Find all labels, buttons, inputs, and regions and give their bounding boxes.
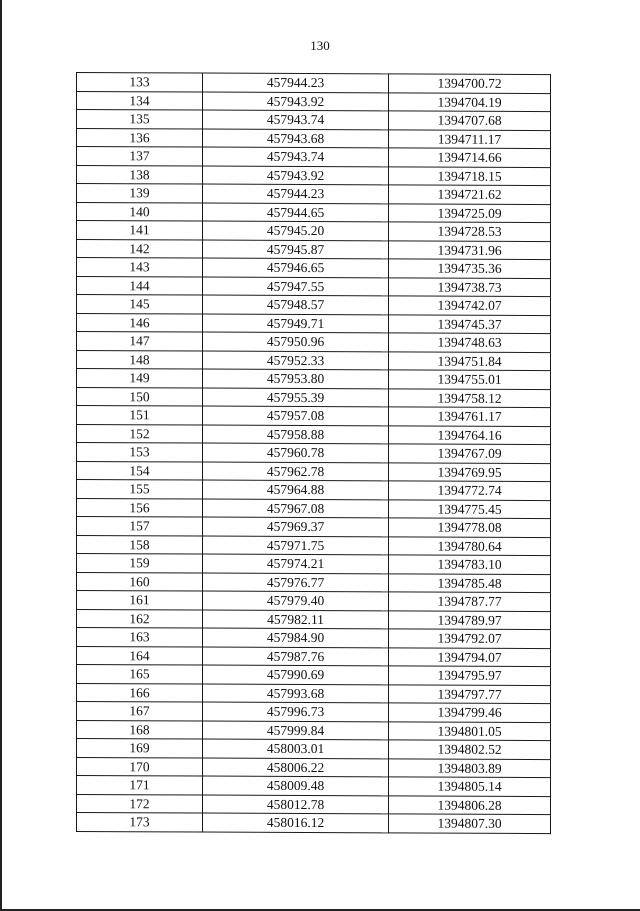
x-coordinate-cell: 458006.22 — [203, 758, 389, 777]
y-coordinate-cell: 1394718.15 — [389, 166, 551, 185]
table-row — [77, 313, 551, 334]
y-coordinate-cell: 1394704.19 — [389, 92, 551, 111]
point-number-cell: 170 — [77, 757, 203, 776]
y-coordinate-cell: 1394721.62 — [389, 185, 551, 204]
point-number-cell: 158 — [77, 535, 203, 554]
point-number-cell: 136 — [77, 128, 203, 147]
table-row — [77, 776, 551, 797]
table-row — [77, 165, 551, 186]
point-number-cell: 169 — [77, 739, 203, 758]
x-coordinate-cell: 457945.87 — [203, 240, 389, 259]
table-row — [77, 202, 551, 223]
x-coordinate-cell: 457987.76 — [203, 647, 389, 666]
table-row — [77, 461, 551, 482]
y-coordinate-cell: 1394797.77 — [389, 684, 551, 703]
y-coordinate-cell: 1394700.72 — [389, 74, 551, 93]
x-coordinate-cell: 457943.68 — [203, 129, 389, 148]
table-row — [77, 73, 551, 94]
y-coordinate-cell: 1394769.95 — [389, 462, 551, 481]
table-row — [77, 258, 551, 279]
x-coordinate-cell: 457953.80 — [203, 369, 389, 388]
point-number-cell: 143 — [77, 258, 203, 277]
table-row — [77, 498, 551, 519]
y-coordinate-cell: 1394801.05 — [389, 721, 551, 740]
x-coordinate-cell: 457996.73 — [203, 702, 389, 721]
x-coordinate-cell: 457948.57 — [203, 295, 389, 314]
table-row — [77, 757, 551, 778]
y-coordinate-cell: 1394735.36 — [389, 259, 551, 278]
table-row — [77, 369, 551, 390]
x-coordinate-cell: 457955.39 — [203, 388, 389, 407]
point-number-cell: 167 — [77, 702, 203, 721]
table-row — [77, 591, 551, 612]
point-number-cell: 153 — [77, 443, 203, 462]
x-coordinate-cell: 457944.65 — [203, 203, 389, 222]
table-row — [77, 517, 551, 538]
table-row — [77, 646, 551, 667]
point-number-cell: 166 — [77, 683, 203, 702]
x-coordinate-cell: 458003.01 — [203, 739, 389, 758]
y-coordinate-cell: 1394731.96 — [389, 240, 551, 259]
x-coordinate-cell: 457946.65 — [203, 258, 389, 277]
x-coordinate-cell: 457950.96 — [203, 332, 389, 351]
table-row — [77, 665, 551, 686]
y-coordinate-cell: 1394745.37 — [389, 314, 551, 333]
y-coordinate-cell: 1394780.64 — [389, 536, 551, 555]
table-row — [77, 683, 551, 704]
x-coordinate-cell: 457947.55 — [203, 277, 389, 296]
point-number-cell: 145 — [77, 295, 203, 314]
point-number-cell: 160 — [77, 572, 203, 591]
x-coordinate-cell: 457943.92 — [203, 166, 389, 185]
y-coordinate-cell: 1394787.77 — [389, 592, 551, 611]
coordinates-table — [76, 72, 551, 834]
table-row — [77, 184, 551, 205]
table-row — [77, 443, 551, 464]
point-number-cell: 168 — [77, 720, 203, 739]
point-number-cell: 139 — [77, 184, 203, 203]
y-coordinate-cell: 1394799.46 — [389, 703, 551, 722]
point-number-cell: 173 — [77, 813, 203, 832]
y-coordinate-cell: 1394742.07 — [389, 296, 551, 315]
table-row — [77, 720, 551, 741]
point-number-cell: 157 — [77, 517, 203, 536]
x-coordinate-cell: 457962.78 — [203, 462, 389, 481]
point-number-cell: 156 — [77, 498, 203, 517]
point-number-cell: 164 — [77, 646, 203, 665]
y-coordinate-cell: 1394767.09 — [389, 444, 551, 463]
table-row — [77, 554, 551, 575]
y-coordinate-cell: 1394764.16 — [389, 425, 551, 444]
x-coordinate-cell: 458009.48 — [203, 776, 389, 795]
x-coordinate-cell: 457984.90 — [203, 628, 389, 647]
x-coordinate-cell: 457964.88 — [203, 480, 389, 499]
point-number-cell: 150 — [77, 387, 203, 406]
y-coordinate-cell: 1394803.89 — [389, 758, 551, 777]
point-number-cell: 137 — [77, 147, 203, 166]
point-number-cell: 161 — [77, 591, 203, 610]
y-coordinate-cell: 1394807.30 — [389, 814, 551, 833]
point-number-cell: 163 — [77, 628, 203, 647]
point-number-cell: 146 — [77, 313, 203, 332]
y-coordinate-cell: 1394802.52 — [389, 740, 551, 759]
table-row — [77, 350, 551, 371]
point-number-cell: 144 — [77, 276, 203, 295]
y-coordinate-cell: 1394795.97 — [389, 666, 551, 685]
y-coordinate-cell: 1394707.68 — [389, 111, 551, 130]
table-row — [77, 239, 551, 260]
y-coordinate-cell: 1394778.08 — [389, 518, 551, 537]
y-coordinate-cell: 1394789.97 — [389, 610, 551, 629]
point-number-cell: 141 — [77, 221, 203, 240]
table-row — [77, 628, 551, 649]
point-number-cell: 159 — [77, 554, 203, 573]
table-row — [77, 276, 551, 297]
x-coordinate-cell: 458012.78 — [203, 795, 389, 814]
table-row — [77, 572, 551, 593]
x-coordinate-cell: 457974.21 — [203, 554, 389, 573]
y-coordinate-cell: 1394714.66 — [389, 148, 551, 167]
table-row — [77, 406, 551, 427]
point-number-cell: 142 — [77, 239, 203, 258]
table-row — [77, 332, 551, 353]
point-number-cell: 134 — [77, 91, 203, 110]
x-coordinate-cell: 457993.68 — [203, 684, 389, 703]
x-coordinate-cell: 457949.71 — [203, 314, 389, 333]
x-coordinate-cell: 458016.12 — [203, 813, 389, 832]
x-coordinate-cell: 457944.23 — [203, 73, 389, 92]
table-row — [77, 813, 551, 834]
coordinates-table-body — [77, 73, 551, 834]
table-row — [77, 535, 551, 556]
table-row — [77, 147, 551, 168]
point-number-cell: 172 — [77, 794, 203, 813]
x-coordinate-cell: 457990.69 — [203, 665, 389, 684]
x-coordinate-cell: 457943.74 — [203, 147, 389, 166]
x-coordinate-cell: 457945.20 — [203, 221, 389, 240]
point-number-cell: 133 — [77, 73, 203, 92]
table-row — [77, 295, 551, 316]
y-coordinate-cell: 1394775.45 — [389, 499, 551, 518]
table-row — [77, 424, 551, 445]
y-coordinate-cell: 1394738.73 — [389, 277, 551, 296]
table-row — [77, 739, 551, 760]
point-number-cell: 162 — [77, 609, 203, 628]
x-coordinate-cell: 457944.23 — [203, 184, 389, 203]
point-number-cell: 147 — [77, 332, 203, 351]
y-coordinate-cell: 1394748.63 — [389, 333, 551, 352]
y-coordinate-cell: 1394785.48 — [389, 573, 551, 592]
x-coordinate-cell: 457979.40 — [203, 591, 389, 610]
y-coordinate-cell: 1394751.84 — [389, 351, 551, 370]
x-coordinate-cell: 457999.84 — [203, 721, 389, 740]
table-row — [77, 110, 551, 131]
x-coordinate-cell: 457969.37 — [203, 517, 389, 536]
point-number-cell: 154 — [77, 461, 203, 480]
table-row — [77, 221, 551, 242]
y-coordinate-cell: 1394725.09 — [389, 203, 551, 222]
table-row — [77, 128, 551, 149]
table-row — [77, 387, 551, 408]
point-number-cell: 148 — [77, 350, 203, 369]
y-coordinate-cell: 1394761.17 — [389, 407, 551, 426]
point-number-cell: 152 — [77, 424, 203, 443]
point-number-cell: 151 — [77, 406, 203, 425]
y-coordinate-cell: 1394758.12 — [389, 388, 551, 407]
x-coordinate-cell: 457982.11 — [203, 610, 389, 629]
x-coordinate-cell: 457957.08 — [203, 406, 389, 425]
y-coordinate-cell: 1394728.53 — [389, 222, 551, 241]
point-number-cell: 155 — [77, 480, 203, 499]
point-number-cell: 135 — [77, 110, 203, 129]
y-coordinate-cell: 1394711.17 — [389, 129, 551, 148]
point-number-cell: 140 — [77, 202, 203, 221]
x-coordinate-cell: 457976.77 — [203, 573, 389, 592]
y-coordinate-cell: 1394794.07 — [389, 647, 551, 666]
y-coordinate-cell: 1394806.28 — [389, 795, 551, 814]
x-coordinate-cell: 457971.75 — [203, 536, 389, 555]
point-number-cell: 165 — [77, 665, 203, 684]
y-coordinate-cell: 1394805.14 — [389, 777, 551, 796]
x-coordinate-cell: 457958.88 — [203, 425, 389, 444]
coordinates-table-container — [76, 72, 550, 834]
table-row — [77, 794, 551, 815]
x-coordinate-cell: 457943.92 — [203, 92, 389, 111]
point-number-cell: 149 — [77, 369, 203, 388]
y-coordinate-cell: 1394783.10 — [389, 555, 551, 574]
point-number-cell: 138 — [77, 165, 203, 184]
y-coordinate-cell: 1394792.07 — [389, 629, 551, 648]
table-row — [77, 702, 551, 723]
x-coordinate-cell: 457967.08 — [203, 499, 389, 518]
table-row — [77, 91, 551, 112]
page-number: 130 — [310, 38, 330, 53]
x-coordinate-cell: 457952.33 — [203, 351, 389, 370]
x-coordinate-cell: 457943.74 — [203, 110, 389, 129]
y-coordinate-cell: 1394755.01 — [389, 370, 551, 389]
x-coordinate-cell: 457960.78 — [203, 443, 389, 462]
table-row — [77, 609, 551, 630]
table-row — [77, 480, 551, 501]
y-coordinate-cell: 1394772.74 — [389, 481, 551, 500]
point-number-cell: 171 — [77, 776, 203, 795]
